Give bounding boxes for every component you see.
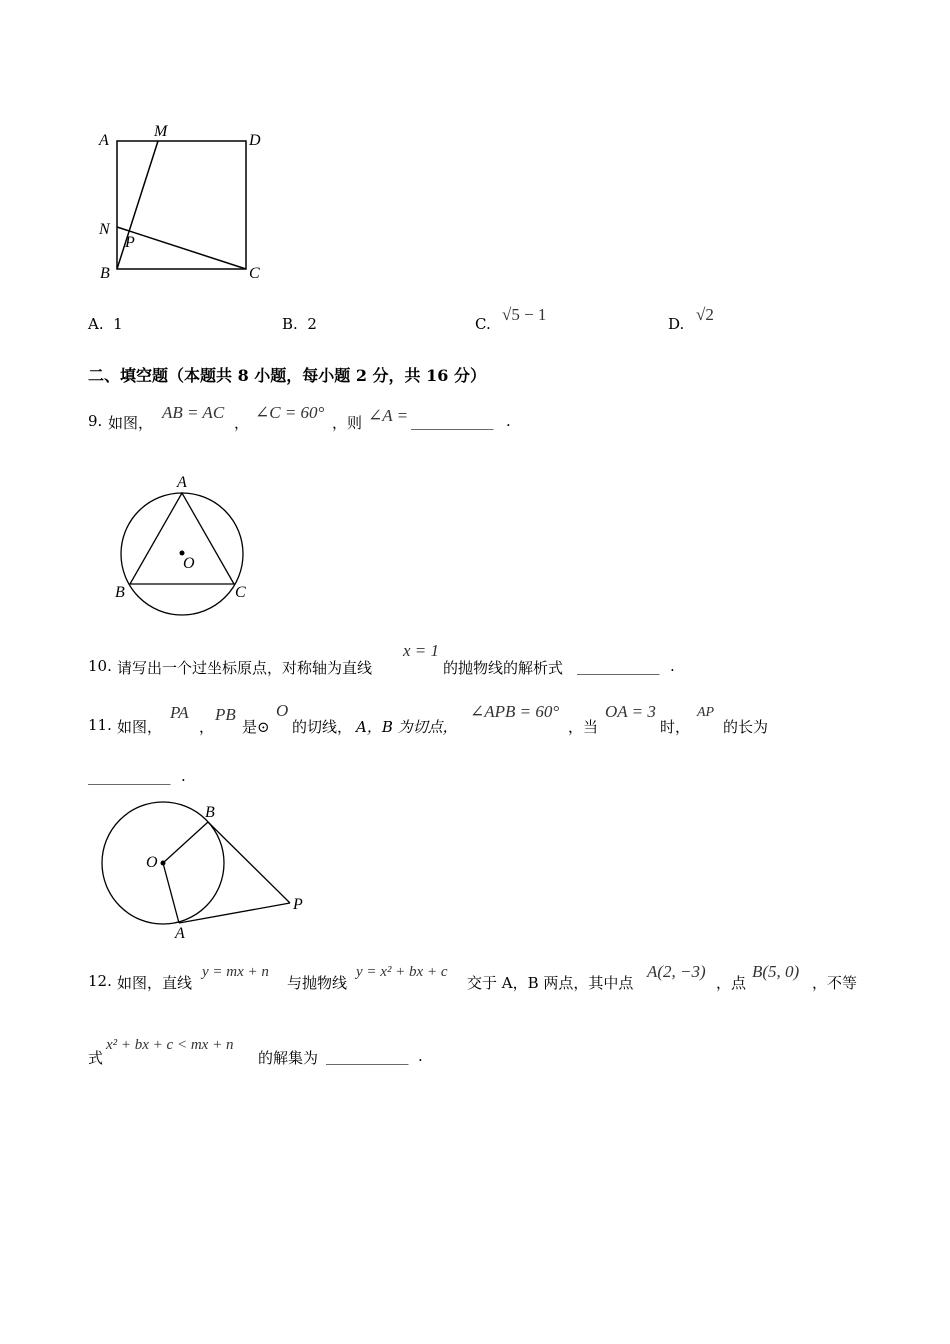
segment-nc: [117, 227, 246, 269]
q11-pa: PA: [170, 703, 189, 722]
q12-number: 12.: [88, 972, 112, 990]
point-m-label: M: [154, 123, 168, 140]
tangent-pb: [208, 822, 290, 903]
q9-text-1: 如图，: [108, 414, 154, 432]
option-b-value: 2: [307, 315, 317, 333]
q11-period: .: [181, 767, 186, 785]
q12-text-7: 的解集为: [258, 1049, 319, 1067]
point-a-label: A: [99, 132, 109, 149]
q12-text-1: 如图，直线: [117, 974, 193, 992]
q11-circle-o: O: [276, 701, 289, 720]
option-a-label: A.: [88, 315, 104, 333]
q11-text-7: 时，: [660, 718, 691, 736]
q10-text-1: 请写出一个过坐标原点，对称轴为直线: [117, 659, 373, 677]
point-o-label: O: [146, 854, 158, 871]
q12-text-6: 式: [88, 1049, 104, 1067]
q11-text-4: 的切线，: [292, 718, 353, 736]
q11-oa: OA = 3: [605, 702, 656, 721]
point-d-label: D: [249, 132, 261, 149]
option-d: [668, 315, 684, 333]
q11-angle-apb: ∠APB = 60°: [470, 702, 560, 721]
q10-axis-equation: x = 1: [403, 641, 440, 660]
point-p-label: P: [125, 234, 135, 251]
option-b-label: B.: [282, 315, 298, 333]
option-d-label: D.: [668, 315, 685, 333]
radius-ob: [163, 822, 208, 863]
square-abcd: [117, 141, 246, 269]
q9-arc-equation: AB = AC: [162, 403, 225, 422]
q12-text-3: 交于 A，B 两点，其中点: [467, 974, 634, 992]
option-c-label: C.: [475, 315, 491, 333]
q12-inequality: x² + bx + c < mx + n: [106, 1037, 234, 1053]
option-a: [88, 315, 123, 333]
point-c-label: C: [235, 584, 246, 601]
q9-text-3: ，则: [332, 414, 363, 432]
q9-number: 9.: [88, 412, 103, 430]
q12-text-4: ，点: [716, 974, 747, 992]
tangent-pa: [179, 903, 290, 923]
segment-mn: [117, 141, 158, 269]
square-figure: [90, 115, 280, 290]
q9-angle-a: ∠A =: [368, 406, 409, 425]
q11-number: 11.: [88, 716, 112, 734]
point-b-label: B: [205, 804, 215, 821]
q9-text-2: ，: [234, 414, 250, 432]
radius-oa: [163, 863, 179, 923]
q10-number: 10.: [88, 657, 112, 675]
q11-text-8: 的长为: [723, 718, 769, 736]
q11-text-2: ，: [199, 718, 215, 736]
point-p-label: P: [293, 896, 303, 913]
q11-text-5: A，B 为切点，: [356, 718, 458, 736]
point-o-label: O: [183, 555, 195, 572]
option-c: [475, 315, 491, 333]
q11-text-3: 是⊙: [242, 718, 270, 736]
option-b: [282, 315, 317, 333]
q11-text-1: 如图，: [117, 718, 163, 736]
q12-point-a: A(2, −3): [647, 962, 706, 981]
center-dot: [161, 861, 166, 866]
triangle-abc: [130, 493, 234, 584]
q12-point-b: B(5, 0): [752, 962, 800, 981]
option-a-value: 1: [113, 315, 123, 333]
tangent-figure: [95, 795, 325, 945]
q11-ap: AP: [697, 705, 715, 720]
option-d-value: √2: [696, 305, 714, 324]
point-b-label: B: [100, 265, 110, 282]
q9-period: .: [506, 412, 511, 430]
point-n-label: N: [99, 221, 110, 238]
q11-pb: PB: [215, 705, 236, 724]
q12-text-5: ，不等: [812, 974, 858, 992]
point-b-label: B: [115, 584, 125, 601]
q9-answer-blank: ___________: [411, 412, 494, 430]
q10-answer-blank: ___________: [577, 657, 660, 675]
q11-answer-blank: ___________: [88, 767, 171, 785]
section-heading: 二、填空题（本题共 8 小题，每小题 2 分，共 16 分）: [88, 366, 486, 385]
q9-angle-c: ∠C = 60°: [255, 403, 325, 422]
q10-period: .: [670, 657, 675, 675]
q12-line-equation: y = mx + n: [202, 964, 269, 980]
q10-text-2: 的抛物线的解析式: [443, 659, 564, 677]
option-c-value: √5 − 1: [502, 305, 547, 324]
point-c-label: C: [249, 265, 260, 282]
q12-parabola-equation: y = x² + bx + c: [356, 964, 448, 980]
q12-period: .: [418, 1047, 423, 1065]
point-a-label: A: [177, 474, 187, 491]
point-a-label: A: [175, 925, 185, 942]
q12-answer-blank: ___________: [326, 1047, 409, 1065]
q12-text-2: 与抛物线: [287, 974, 348, 992]
q11-text-6: ，当: [568, 718, 599, 736]
circle-triangle-figure: [105, 470, 265, 620]
